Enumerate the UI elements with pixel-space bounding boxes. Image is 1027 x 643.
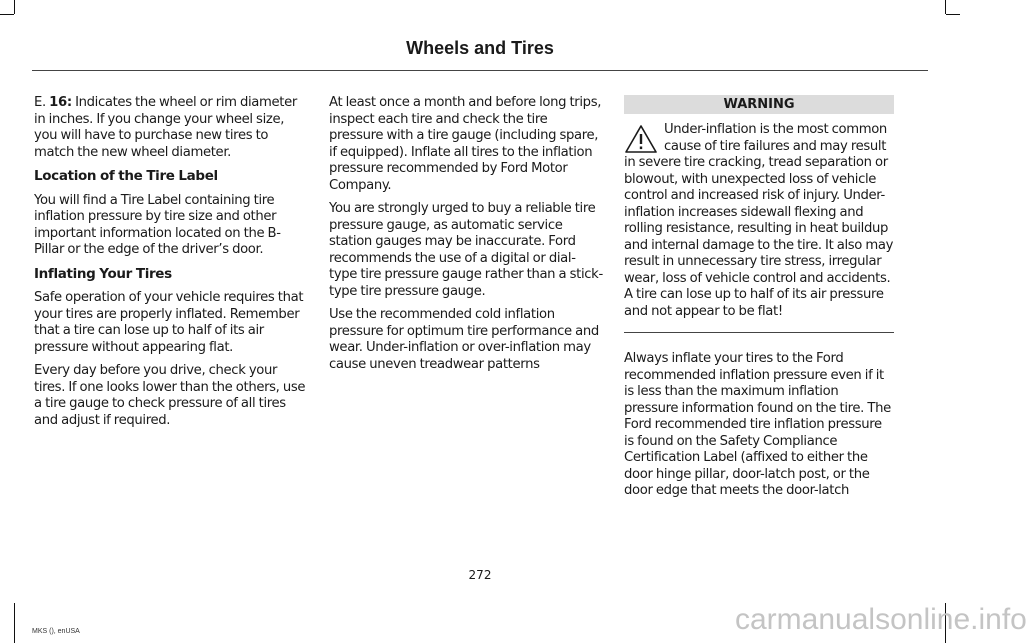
paragraph-safe-operation: Safe operation of your vehicle requires that your tires are properly inflated. Remember that a tire can lose up to half of its air pressure without appearing flat. [34,290,304,355]
footer-label: MKS (), enUSA [32,628,80,635]
paragraph-always-inflate: Always inflate your tires to the Ford recommended inflation pressure even if it is less than the maximum inflation pressure information found on the tire. The Ford recommended tire inflation pressure is found on the Safety Compliance Certification Label (affixed to either the door hinge pillar, door-latch post, or the door edge that meets the door-latch [624,351,891,498]
page-number: 272 [468,568,492,582]
paragraph-wheel-diameter: E. 16: Indicates the wheel or rim diameter in inches. If you change your wheel size, you will have to purchase new tires to match the new wheel diameter. [34,95,297,160]
header-divider [32,70,928,71]
warning-triangle-icon [624,124,658,154]
warning-text: Under-inflation is the most common cause of tire failures and may result in severe tire cracking, tread separation or blowout, with unexpected loss of vehicle control and increased risk of injury. Under-inflation increases sidewall flexing and rolling resistance, resulting in heat buildup and internal damage to the tire. It also may result in unnecessary tire stress, irregular wear, loss of vehicle control and accidents. A tire can lose up to half of its air pressure and not appear to be flat! [624,122,894,319]
heading-inflating-tires: Inflating Your Tires [34,265,172,282]
warning-divider [624,332,894,333]
column-middle [329,95,603,380]
label-16: 16: [49,95,72,110]
paragraph-monthly-inspect: At least once a month and before long trips, inspect each tire and check the tire pressure with a tire gauge (including spare, if equipped). Inflate all tires to the inflation pressure recommended by Ford Motor Company. [329,95,602,193]
paragraph-cold-inflation: Use the recommended cold inflation pressure for optimum tire performance and wear. Under-inflation or over-inflation may cause uneven treadwear patterns [329,307,599,372]
warning-box [624,122,894,320]
column-left [34,95,308,436]
column-right [624,95,894,507]
crop-mark [14,603,15,643]
paragraph-daily-check: Every day before you drive, check your tires. If one looks lower than the others, use a tire gauge to check pressure of all tires and adjust if required. [34,363,306,428]
crop-mark [946,14,960,15]
crop-mark [0,14,14,15]
paragraph-pressure-gauge: You are strongly urged to buy a reliable tire pressure gauge, as automatic service station gauges may be inaccurate. Ford recommends the use of a digital or dial-type tire pressure gauge rather than a stick-type tire pressure gauge. [329,201,603,299]
watermark: carmanualsonline.info [735,603,1027,636]
page-title: Wheels and Tires [406,38,554,58]
crop-mark [945,0,946,14]
paragraph-tire-label: You will find a Tire Label containing tire inflation pressure by tire size and other important information located on the B-Pillar or the edge of the driver’s door. [34,192,281,257]
warning-header: WARNING [624,95,894,114]
heading-location-tire-label: Location of the Tire Label [34,168,218,184]
crop-mark [14,0,15,14]
